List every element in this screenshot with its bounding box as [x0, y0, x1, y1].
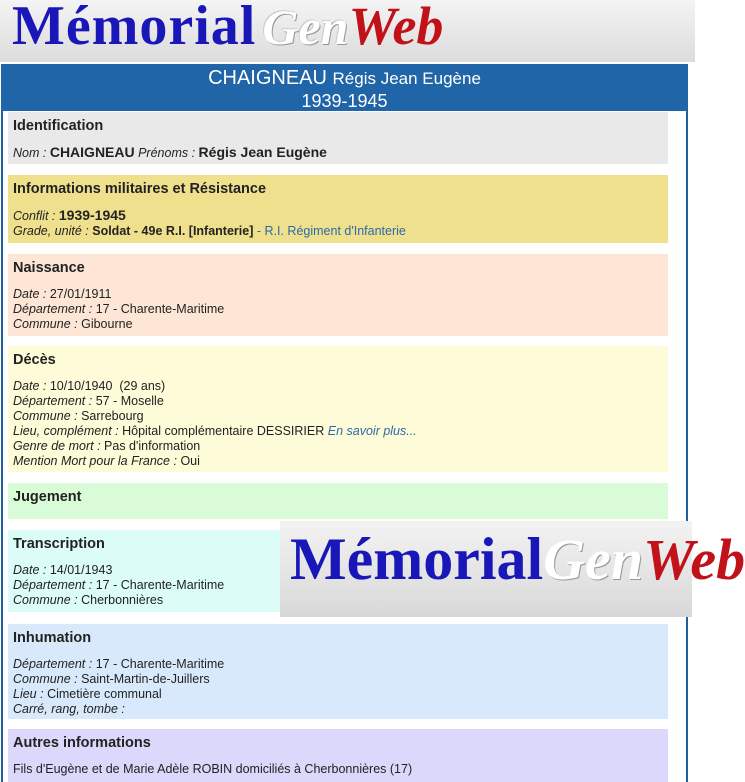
autres-text: Fils d'Eugène et de Marie Adèle ROBIN domiciliés à Cherbonnières (17): [13, 762, 413, 776]
header-surname: CHAIGNEAU: [208, 67, 327, 89]
regiment-link[interactable]: - R.I. Régiment d'Infanterie: [256, 224, 406, 238]
row-mention: [13, 454, 663, 469]
label-date: Date :: [13, 563, 47, 577]
value-commune: Sarrebourg: [81, 409, 144, 423]
value-date: 14/01/1943: [49, 563, 113, 577]
label-commune: Commune :: [13, 409, 78, 423]
header-firstnames: Régis Jean Eugène: [332, 69, 481, 88]
value-dept: 17 - Charente-Maritime: [95, 302, 225, 316]
row-conflit: [13, 208, 663, 224]
section-title: Autres informations: [13, 735, 151, 751]
value-date: 10/10/1940 (29 ans): [49, 379, 166, 393]
floating-logo: [290, 525, 745, 594]
logo-part-web: Web: [643, 527, 745, 592]
value-commune: Cherbonnières: [81, 593, 164, 607]
row-grade: [13, 224, 663, 239]
value-dept: 57 - Moselle: [95, 394, 164, 408]
section-title: Inhumation: [13, 630, 92, 646]
section-military: [8, 175, 668, 243]
section-title: Informations militaires et Résistance: [13, 181, 267, 197]
logo-part-gen: Gen: [262, 0, 349, 55]
section-title: Identification: [13, 118, 104, 134]
label-date: Date :: [13, 379, 47, 393]
label-dept: Département :: [13, 578, 93, 592]
row-commune: [13, 672, 663, 687]
row-commune: [13, 317, 663, 332]
value-conflit: 1939-1945: [58, 207, 126, 223]
row-dept: [13, 657, 663, 672]
label-date: Date :: [13, 287, 47, 301]
value-commune: Saint-Martin-de-Juillers: [81, 672, 210, 686]
section-title: Jugement: [13, 489, 82, 505]
section-title: Naissance: [13, 260, 85, 276]
label-lieu: Lieu :: [13, 687, 44, 701]
label-conflit: Conflit :: [13, 209, 56, 223]
label-dept: Département :: [13, 394, 93, 408]
label-prenoms: Prénoms :: [138, 146, 196, 160]
value-mention: Oui: [180, 454, 200, 468]
label-nom: Nom :: [13, 146, 47, 160]
label-dept: Département :: [13, 302, 93, 316]
header-conflict: 1939-1945: [301, 91, 388, 111]
logo-part-memorial: Mémorial: [12, 0, 257, 57]
label-carre: Carré, rang, tombe :: [13, 702, 125, 716]
section-deces: [8, 346, 668, 472]
more-info-link[interactable]: En savoir plus...: [327, 424, 417, 438]
value-lieu: Hôpital complémentaire DESSIRIER: [122, 424, 325, 438]
logo-part-memorial: Mémorial: [290, 526, 544, 592]
label-commune: Commune :: [13, 672, 78, 686]
row-nom: [13, 145, 663, 161]
value-genre: Pas d'information: [104, 439, 201, 453]
section-jugement: [8, 483, 668, 519]
record-name: [1, 64, 688, 91]
value-nom: CHAIGNEAU: [49, 144, 135, 160]
row-genre: [13, 439, 663, 454]
value-date: 27/01/1911: [49, 287, 112, 301]
record-header: [1, 64, 688, 111]
row-lieu: [13, 687, 663, 702]
label-genre: Genre de mort :: [13, 439, 101, 453]
floating-logo-ad[interactable]: [280, 521, 745, 617]
label-commune: Commune :: [13, 593, 78, 607]
value-grade: Soldat - 49e R.I. [Infanterie]: [92, 224, 254, 238]
section-title: Décès: [13, 352, 56, 368]
value-commune: Gibourne: [81, 317, 133, 331]
site-logo-banner[interactable]: [0, 0, 695, 62]
row-dept: [13, 302, 663, 317]
section-autres: [8, 729, 668, 782]
section-identification: [8, 112, 668, 164]
logo-part-gen: Gen: [543, 527, 644, 592]
row-date: [13, 287, 663, 302]
row-carre: [13, 702, 663, 717]
label-lieu: Lieu, complément :: [13, 424, 119, 438]
section-inhumation: [8, 624, 668, 719]
value-lieu: Cimetière communal: [47, 687, 162, 701]
row-date: [13, 379, 663, 394]
row-lieu: [13, 424, 663, 439]
label-grade: Grade, unité :: [13, 224, 89, 238]
logo-part-web: Web: [348, 0, 444, 56]
section-title: Transcription: [13, 536, 105, 552]
value-dept: 17 - Charente-Maritime: [95, 657, 225, 671]
section-naissance: [8, 254, 668, 336]
label-dept: Département :: [13, 657, 93, 671]
site-logo: [12, 0, 443, 58]
row-commune: [13, 409, 663, 424]
row-dept: [13, 394, 663, 409]
label-commune: Commune :: [13, 317, 78, 331]
value-dept: 17 - Charente-Maritime: [95, 578, 225, 592]
label-mention: Mention Mort pour la France :: [13, 454, 177, 468]
value-prenoms: Régis Jean Eugène: [198, 144, 327, 160]
